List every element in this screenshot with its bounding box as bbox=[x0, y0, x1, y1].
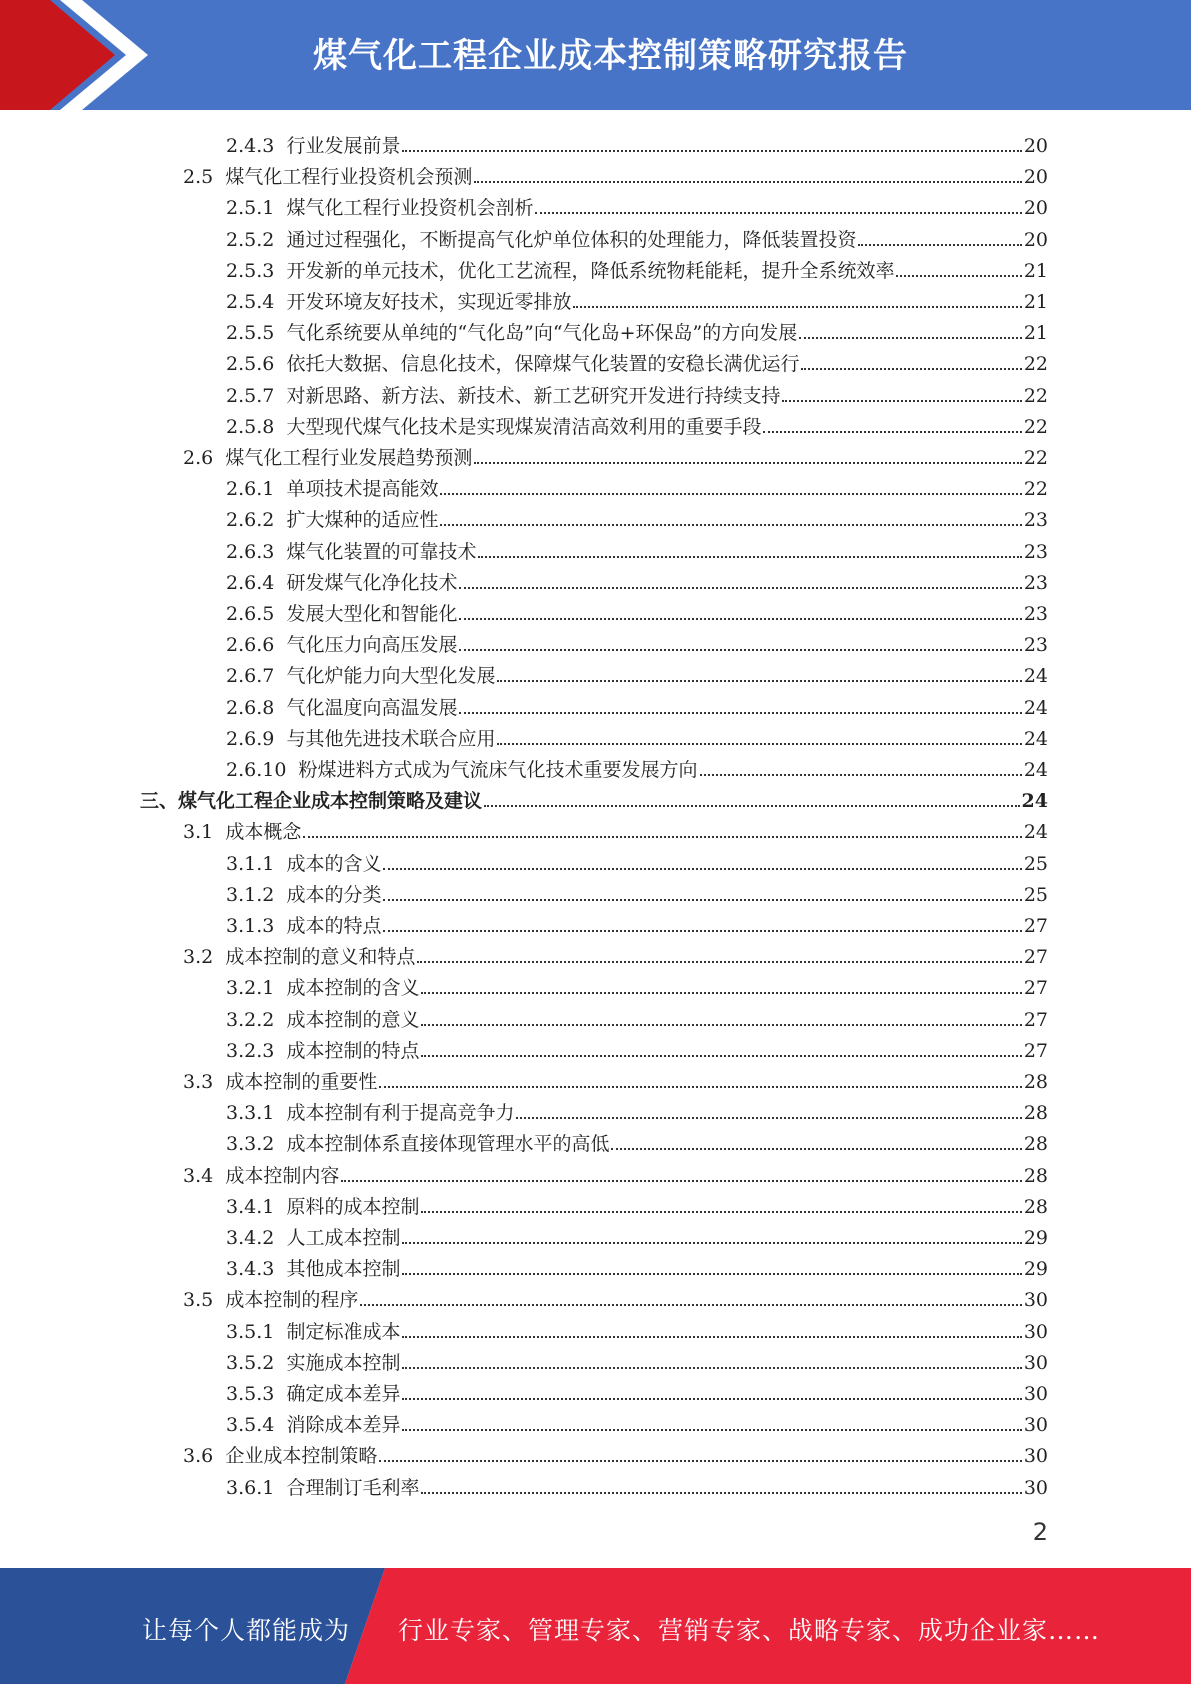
toc-entry-title: 成本控制有利于提高竞争力 bbox=[286, 1102, 515, 1125]
toc-entry-page: 24 bbox=[1023, 665, 1048, 688]
toc-entry-title: 气化系统要从单纯的“气化岛”向“气化岛+环保岛”的方向发展 bbox=[286, 322, 798, 345]
toc-dot-leader bbox=[700, 774, 1022, 776]
toc-entry[interactable] bbox=[183, 814, 1048, 845]
toc-entry[interactable] bbox=[226, 1126, 1048, 1157]
toc-dot-leader bbox=[402, 1242, 1021, 1244]
toc-dot-leader bbox=[383, 930, 1021, 932]
toc-entry[interactable] bbox=[226, 471, 1048, 502]
toc-dot-leader bbox=[459, 712, 1021, 714]
toc-entry-number: 3.2.1 bbox=[226, 977, 275, 1000]
toc-entry-number: 2.6.10 bbox=[226, 759, 287, 781]
toc-entry[interactable] bbox=[226, 1095, 1048, 1126]
toc-entry-page: 20 bbox=[1023, 135, 1048, 157]
header-band bbox=[0, 0, 1191, 110]
toc-dot-leader bbox=[421, 992, 1021, 994]
toc-entry-title: 煤气化工程行业发展趋势预测 bbox=[225, 447, 473, 469]
toc-entry-number: 3.3 bbox=[183, 1071, 214, 1093]
toc-entry-title: 与其他先进技术联合应用 bbox=[286, 727, 496, 750]
toc-entry-title: 气化温度向高温发展 bbox=[286, 696, 458, 719]
toc-entry-number: 3.4.3 bbox=[226, 1258, 275, 1281]
toc-entry[interactable] bbox=[226, 627, 1048, 658]
toc-entry-number: 3.3.1 bbox=[226, 1102, 275, 1125]
toc-entry-number: 3.5.1 bbox=[226, 1320, 275, 1343]
toc-entry-page: 27 bbox=[1023, 915, 1048, 937]
toc-dot-leader bbox=[474, 181, 1021, 183]
toc-dot-leader bbox=[474, 462, 1021, 464]
toc-entry[interactable] bbox=[226, 1314, 1048, 1345]
toc-entry-title: 气化炉能力向大型化发展 bbox=[286, 665, 496, 688]
toc-entry-page: 25 bbox=[1023, 852, 1048, 875]
toc-entry-number: 3.1.3 bbox=[226, 915, 275, 937]
toc-entry[interactable] bbox=[226, 565, 1048, 596]
toc-entry-page: 21 bbox=[1023, 259, 1048, 282]
toc-entry-number: 2.6.5 bbox=[226, 603, 275, 625]
footer-slogan-left: 让每个人都能成为 bbox=[142, 1616, 351, 1645]
toc-entry-number: 2.4.3 bbox=[226, 135, 275, 157]
toc-entry-number: 2.6.2 bbox=[226, 509, 275, 532]
toc-entry[interactable] bbox=[226, 1470, 1048, 1501]
toc-entry-number: 3.1.1 bbox=[226, 852, 275, 875]
toc-entry-title: 实施成本控制 bbox=[286, 1351, 401, 1374]
toc-entry-title: 合理制订毛利率 bbox=[286, 1476, 420, 1499]
page-number: 2 bbox=[1032, 1518, 1048, 1546]
footer-slogan-right: 行业专家、管理专家、营销专家、战略专家、成功企业家…… bbox=[398, 1616, 1101, 1645]
toc-entry-page: 20 bbox=[1023, 228, 1048, 251]
toc-entry-number: 2.5.7 bbox=[226, 384, 275, 407]
toc-entry-title: 气化压力向高压发展 bbox=[286, 634, 458, 657]
toc-entry-page: 29 bbox=[1023, 1227, 1048, 1249]
toc-entry-page: 28 bbox=[1023, 1195, 1048, 1218]
toc-entry[interactable] bbox=[183, 1064, 1048, 1095]
toc-entry-title: 粉煤进料方式成为气流床气化技术重要发展方向 bbox=[298, 759, 698, 781]
toc-entry-page: 24 bbox=[1023, 696, 1048, 719]
toc-entry-title: 成本控制的程序 bbox=[225, 1289, 359, 1312]
toc-entry[interactable] bbox=[226, 690, 1048, 721]
toc-entry-title: 其他成本控制 bbox=[286, 1258, 401, 1281]
toc-dot-leader bbox=[303, 836, 1021, 838]
toc-entry-number: 3.5 bbox=[183, 1289, 214, 1312]
toc-entry-title: 确定成本差异 bbox=[286, 1383, 401, 1405]
toc-entry[interactable] bbox=[226, 534, 1048, 565]
toc-entry-page: 22 bbox=[1023, 384, 1048, 407]
toc-dot-leader bbox=[782, 400, 1021, 402]
toc-entry-title: 成本的特点 bbox=[286, 915, 382, 937]
toc-entry[interactable] bbox=[226, 1251, 1048, 1282]
toc-dot-leader bbox=[402, 1367, 1021, 1369]
toc-dot-leader bbox=[858, 244, 1021, 246]
toc-entry-number: 3.1 bbox=[183, 821, 214, 844]
toc-entry[interactable] bbox=[226, 1189, 1048, 1220]
toc-entry[interactable] bbox=[226, 190, 1048, 221]
toc-entry-page: 27 bbox=[1023, 1008, 1048, 1031]
toc-dot-leader bbox=[421, 1211, 1021, 1213]
toc-entry-number: 2.5.2 bbox=[226, 228, 275, 251]
toc-entry[interactable] bbox=[183, 1438, 1048, 1469]
toc-entry[interactable] bbox=[226, 970, 1048, 1001]
toc-entry-title: 单项技术提高能效 bbox=[286, 478, 439, 501]
toc-entry-number: 3.5.2 bbox=[226, 1351, 275, 1374]
toc-entry-number: 3.4.2 bbox=[226, 1227, 275, 1249]
toc-entry-number: 3.1.2 bbox=[226, 883, 275, 906]
toc-entry[interactable] bbox=[226, 222, 1048, 253]
toc-entry-page: 23 bbox=[1023, 509, 1048, 532]
toc-entry-title: 研发煤气化净化技术 bbox=[286, 571, 458, 594]
toc-entry-number: 2.5.6 bbox=[226, 353, 275, 376]
toc-entry[interactable] bbox=[226, 908, 1048, 939]
toc-entry[interactable] bbox=[226, 1345, 1048, 1376]
toc-entry-title: 发展大型化和智能化 bbox=[286, 603, 458, 625]
toc-entry-number: 2.6.3 bbox=[226, 540, 275, 563]
toc-entry-page: 21 bbox=[1023, 291, 1048, 313]
toc-entry-title: 成本控制的含义 bbox=[286, 977, 420, 1000]
toc-entry-title: 制定标准成本 bbox=[286, 1320, 401, 1343]
toc-entry-number: 3.2.2 bbox=[226, 1008, 275, 1031]
toc-entry-number: 2.6.7 bbox=[226, 665, 275, 688]
toc-entry-page: 20 bbox=[1023, 197, 1048, 220]
toc-dot-leader bbox=[459, 649, 1021, 651]
toc-entry[interactable] bbox=[183, 939, 1048, 970]
toc-dot-leader bbox=[341, 1180, 1021, 1182]
toc-entry[interactable] bbox=[226, 596, 1048, 627]
toc-entry-number: 2.6.9 bbox=[226, 727, 275, 750]
toc-entry[interactable] bbox=[183, 159, 1048, 190]
toc-dot-leader bbox=[402, 1429, 1021, 1431]
toc-entry-title: 开发环境友好技术，实现近零排放 bbox=[286, 291, 572, 313]
toc-entry-page: 24 bbox=[1021, 790, 1048, 813]
toc-entry-page: 28 bbox=[1023, 1102, 1048, 1125]
toc-entry-number: 2.6 bbox=[183, 447, 214, 469]
toc-dot-leader bbox=[611, 1148, 1021, 1150]
toc-entry-number: 2.5.5 bbox=[226, 322, 275, 345]
toc-entry[interactable] bbox=[183, 1282, 1048, 1313]
toc-entry[interactable] bbox=[226, 253, 1048, 284]
toc-entry[interactable] bbox=[226, 1407, 1048, 1438]
toc-entry-number: 2.6.4 bbox=[226, 571, 275, 594]
toc-entry-page: 22 bbox=[1023, 415, 1048, 438]
toc-entry-page: 22 bbox=[1023, 447, 1048, 469]
toc-entry-title: 扩大煤种的适应性 bbox=[286, 509, 439, 532]
toc-entry-title: 成本控制的特点 bbox=[286, 1039, 420, 1062]
toc-dot-leader bbox=[379, 1086, 1021, 1088]
toc-entry-page: 23 bbox=[1023, 540, 1048, 563]
toc-dot-leader bbox=[573, 306, 1021, 308]
toc-entry[interactable] bbox=[226, 315, 1048, 346]
toc-dot-leader bbox=[421, 1492, 1021, 1494]
toc-entry-number: 三、 bbox=[140, 790, 179, 813]
toc-dot-leader bbox=[383, 899, 1021, 901]
toc-entry-number: 2.5 bbox=[183, 166, 214, 189]
toc-dot-leader bbox=[896, 275, 1021, 277]
toc-entry-title: 通过过程强化，不断提高气化炉单位体积的处理能力，降低装置投资 bbox=[286, 228, 857, 251]
toc-entry-page: 28 bbox=[1023, 1164, 1048, 1187]
toc-entry-page: 27 bbox=[1023, 946, 1048, 969]
footer-band bbox=[0, 1568, 1191, 1684]
toc-dot-leader bbox=[440, 524, 1021, 526]
toc-entry-page: 24 bbox=[1023, 759, 1048, 781]
toc-entry-number: 2.6.8 bbox=[226, 696, 275, 719]
toc-entry-number: 3.4 bbox=[183, 1164, 214, 1187]
toc-entry-page: 30 bbox=[1023, 1351, 1048, 1374]
toc-entry-title: 依托大数据、信息化技术，保障煤气化装置的安稳长满优运行 bbox=[286, 353, 800, 376]
toc-dot-leader bbox=[421, 1024, 1021, 1026]
toc-entry-number: 3.2.3 bbox=[226, 1039, 275, 1062]
toc-entry-page: 24 bbox=[1023, 727, 1048, 750]
toc-dot-leader bbox=[459, 587, 1021, 589]
toc-entry-number: 2.5.3 bbox=[226, 259, 275, 282]
toc-dot-leader bbox=[383, 868, 1021, 870]
toc-dot-leader bbox=[379, 1460, 1021, 1462]
toc-entry-title: 企业成本控制策略 bbox=[225, 1445, 378, 1468]
toc-dot-leader bbox=[421, 1055, 1021, 1057]
toc-entry-number: 3.4.1 bbox=[226, 1195, 275, 1218]
toc-entry[interactable] bbox=[183, 440, 1048, 471]
toc-entry-page: 22 bbox=[1023, 478, 1048, 501]
toc-dot-leader bbox=[360, 1304, 1021, 1306]
toc-entry-title: 人工成本控制 bbox=[286, 1227, 401, 1249]
toc-entry-page: 30 bbox=[1023, 1383, 1048, 1405]
toc-dot-leader bbox=[402, 150, 1021, 152]
toc-entry-number: 3.5.3 bbox=[226, 1383, 275, 1405]
toc-entry-number: 3.3.2 bbox=[226, 1133, 275, 1156]
toc-entry[interactable] bbox=[226, 1376, 1048, 1407]
toc-entry[interactable] bbox=[226, 284, 1048, 315]
toc-entry[interactable] bbox=[226, 877, 1048, 908]
toc-entry[interactable] bbox=[226, 752, 1048, 783]
toc-entry-title: 大型现代煤气化技术是实现煤炭清洁高效利用的重要手段 bbox=[286, 415, 762, 438]
toc-entry-page: 30 bbox=[1023, 1445, 1048, 1468]
toc-dot-leader bbox=[799, 337, 1022, 339]
toc-dot-leader bbox=[459, 618, 1021, 620]
toc-entry[interactable] bbox=[226, 502, 1048, 533]
toc-entry[interactable] bbox=[226, 1002, 1048, 1033]
toc-dot-leader bbox=[763, 431, 1021, 433]
toc-entry-page: 20 bbox=[1023, 166, 1048, 189]
toc-dot-leader bbox=[417, 961, 1021, 963]
toc-entry-title: 成本控制的意义 bbox=[286, 1008, 420, 1031]
toc-entry-title: 成本的含义 bbox=[286, 852, 382, 875]
toc-dot-leader bbox=[516, 1117, 1021, 1119]
toc-entry-title: 成本概念 bbox=[225, 821, 302, 844]
toc-entry-number: 2.5.4 bbox=[226, 291, 275, 313]
toc-entry-title: 开发新的单元技术，优化工艺流程，降低系统物耗能耗，提升全系统效率 bbox=[286, 259, 895, 282]
toc-entry-number: 2.5.1 bbox=[226, 197, 275, 220]
toc-entry-page: 23 bbox=[1023, 571, 1048, 594]
toc-entry-page: 22 bbox=[1023, 353, 1048, 376]
toc-entry[interactable] bbox=[226, 346, 1048, 377]
toc-entry-title: 成本控制的重要性 bbox=[225, 1071, 378, 1093]
toc-dot-leader bbox=[497, 743, 1021, 745]
toc-entry-number: 2.5.8 bbox=[226, 415, 275, 438]
toc-entry-number: 3.6 bbox=[183, 1445, 214, 1468]
toc-entry-title: 煤气化工程行业投资机会剖析 bbox=[286, 197, 534, 220]
toc-dot-leader bbox=[478, 556, 1021, 558]
toc-entry-title: 成本控制的意义和特点 bbox=[225, 946, 416, 969]
toc-dot-leader bbox=[440, 493, 1021, 495]
toc-entry-title: 行业发展前景 bbox=[286, 135, 401, 157]
toc-entry-page: 21 bbox=[1023, 322, 1048, 345]
toc-entry[interactable] bbox=[226, 1033, 1048, 1064]
toc-entry-page: 29 bbox=[1023, 1258, 1048, 1281]
toc-entry-number: 3.6.1 bbox=[226, 1476, 275, 1499]
toc-entry-page: 30 bbox=[1023, 1320, 1048, 1343]
toc-dot-leader bbox=[801, 368, 1021, 370]
toc-dot-leader bbox=[484, 805, 1020, 807]
toc-entry-title: 消除成本差异 bbox=[286, 1414, 401, 1437]
toc-entry[interactable] bbox=[183, 1158, 1048, 1189]
toc-dot-leader bbox=[402, 1273, 1021, 1275]
toc-entry[interactable] bbox=[226, 378, 1048, 409]
toc-entry-page: 30 bbox=[1023, 1476, 1048, 1499]
toc-entry-title: 煤气化工程企业成本控制策略及建议 bbox=[178, 790, 483, 813]
toc-dot-leader bbox=[497, 680, 1021, 682]
toc-entry-title: 煤气化工程行业投资机会预测 bbox=[225, 166, 473, 189]
toc-entry-number: 2.6.1 bbox=[226, 478, 275, 501]
toc-entry-page: 25 bbox=[1023, 883, 1048, 906]
toc-entry-page: 28 bbox=[1023, 1133, 1048, 1156]
toc-entry-page: 27 bbox=[1023, 977, 1048, 1000]
toc-entry[interactable] bbox=[226, 658, 1048, 689]
toc-entry-page: 23 bbox=[1023, 634, 1048, 657]
toc-entry-title: 成本控制体系直接体现管理水平的高低 bbox=[286, 1133, 610, 1156]
toc-entry-title: 对新思路、新方法、新技术、新工艺研究开发进行持续支持 bbox=[286, 384, 781, 407]
toc-entry-title: 原料的成本控制 bbox=[286, 1195, 420, 1218]
toc-dot-leader bbox=[535, 212, 1021, 214]
toc-entry-page: 30 bbox=[1023, 1289, 1048, 1312]
toc-entry-page: 28 bbox=[1023, 1071, 1048, 1093]
toc-entry-number: 3.2 bbox=[183, 946, 214, 969]
toc-entry[interactable] bbox=[226, 721, 1048, 752]
toc-entry[interactable] bbox=[226, 409, 1048, 440]
toc-dot-leader bbox=[402, 1398, 1021, 1400]
toc-entry[interactable] bbox=[226, 846, 1048, 877]
toc-entry-title: 煤气化装置的可靠技术 bbox=[286, 540, 477, 563]
document-title: 煤气化工程企业成本控制策略研究报告 bbox=[313, 36, 908, 76]
toc-entry[interactable] bbox=[226, 128, 1048, 159]
toc-entry-title: 成本控制内容 bbox=[225, 1164, 340, 1187]
toc-entry-page: 30 bbox=[1023, 1414, 1048, 1437]
toc-entry[interactable] bbox=[140, 783, 1048, 814]
toc-entry-page: 24 bbox=[1023, 821, 1048, 844]
toc-entry-title: 成本的分类 bbox=[286, 883, 382, 906]
toc-entry-number: 3.5.4 bbox=[226, 1414, 275, 1437]
toc-entry-page: 27 bbox=[1023, 1039, 1048, 1062]
toc-dot-leader bbox=[402, 1336, 1021, 1338]
toc-entry-page: 23 bbox=[1023, 603, 1048, 625]
toc-entry-number: 2.6.6 bbox=[226, 634, 275, 657]
toc-entry[interactable] bbox=[226, 1220, 1048, 1251]
